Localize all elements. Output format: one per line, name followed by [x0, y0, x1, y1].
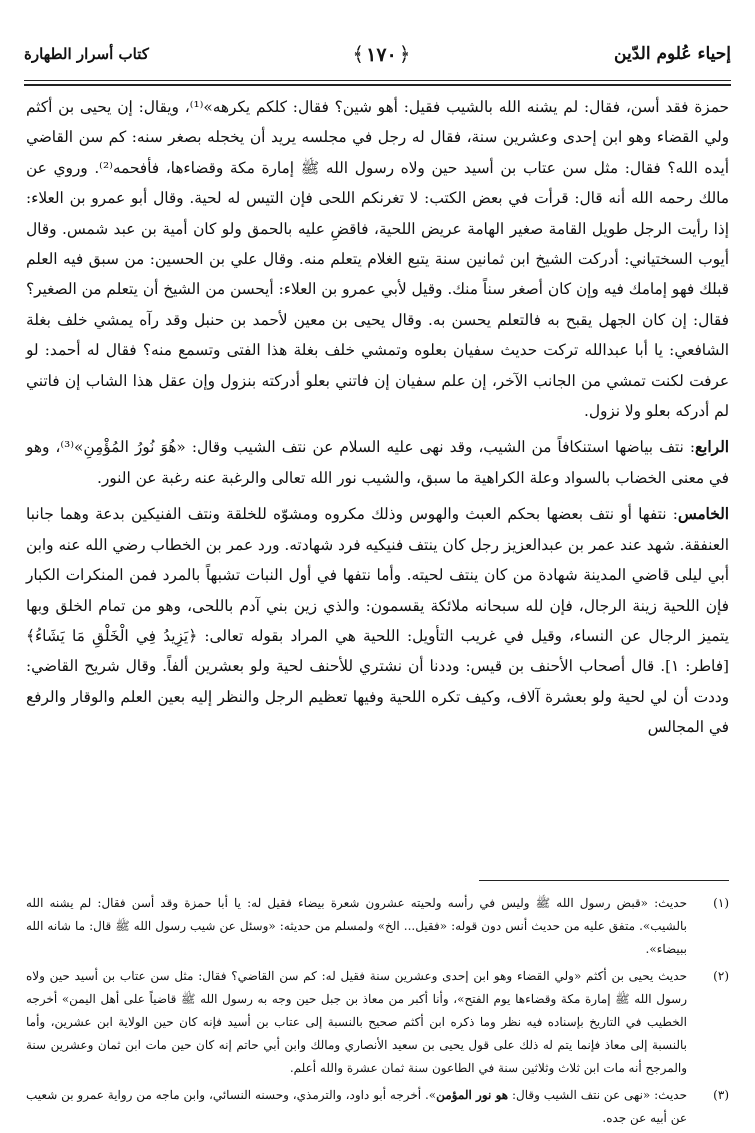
page-number-value: ١٧٠: [366, 44, 397, 66]
footnote-text: [26, 1084, 687, 1130]
footnote-separator: [479, 880, 729, 881]
footnote-number: (٣): [713, 1087, 729, 1102]
main-text: [26, 92, 729, 743]
ornament-right-icon: ﴾: [352, 42, 365, 66]
footnote-text-end: ». أخرجه أبو داود، والترمذي، وحسنه النسائي، وابن ماجه من رواية عمرو بن شعيب عن أبيه عن جده.: [26, 1087, 687, 1125]
footnote-text: حديث: «قبض رسول الله ﷺ وليس في رأسه ولحيته عشرون شعرة بيضاء فقيل له: يا أبا حمزة وقد أسن فقال: لم يشنه الله بالشيب». متفق عليه من حديث أنس دون قوله: «فقيل... الخ» ولمسلم من حديثه: «وسئل عن شيب رسول الله ﷺ قال: ما شانه الله ببيضاء».: [26, 896, 687, 957]
section-label-4: الرابع: [695, 438, 729, 457]
footnote-text-start: حديث: «نهى عن نتف الشيب وقال:: [508, 1087, 687, 1102]
page-number: [350, 42, 412, 66]
chapter-title: كتاب أسرار الطهارة: [24, 45, 149, 63]
book-title: إحياء عُلوم الدّين: [614, 44, 731, 64]
header-rule-thick: [24, 84, 731, 86]
footnote-text: حديث يحيى بن أكثم «ولي القضاء وهو ابن إحدى وعشرين سنة فقيل له: كم سن القاضي؟ فقال: مثل سن عتاب بن أسيد حين ولاه رسول الله ﷺ إمارة مكة وقضاءها يوم الفتح»، وأنا أكبر من معاذ بن جبل حين وجه به رسول الله ﷺ قاضياً على أهل اليمن» أخرجه الخطيب في التاريخ بإسناده فيه نظر وما ذكره ابن أكثم صحيح بالنسبة إلى عتاب بن أسيد فإنه كان حين الولاية ابن عشرين، وأما بالنسبة إلى معاذ فإنما يتم له ذلك على قول يحيى بن سعيد الأنصاري ومالك وابن أبي حاتم إنه كان حين مات ابن ثمان وعشرين سنة والمرجح أنه مات ابن ثلاث وثلاثين سنة في الطاعون سنة ثمان عشرة والله أعلم.: [26, 968, 687, 1076]
section-label-5: الخامس: [677, 505, 729, 524]
paragraph-2: [26, 432, 729, 493]
paragraph-3: [26, 499, 729, 742]
footnote-bold-quote: هو نور المؤمن: [436, 1087, 509, 1102]
paragraph-2-text: : نتف بياضها استنكافاً من الشيب، وقد نهى عليه السلام عن نتف الشيب وقال: «هُوَ نُورُ المُؤْمِنِ»⁽³⁾، وهو في معنى الخضاب بالسواد وعلة الكراهية ما سبق، والشيب نور الله تعالى والرغبة عنه رغبة عن النور.: [26, 438, 729, 487]
footnotes: [26, 892, 729, 1133]
footnote-1: [26, 892, 729, 962]
paragraph-1: حمزة فقد أسن، فقال: لم يشنه الله بالشيب فقيل: أهو شين؟ فقال: كلكم يكرهه»⁽¹⁾، ويقال: إن يحيى بن أكثم ولي القضاء وهو ابن إحدى وعشرين سنة، فقال له رجل في مجلسه يريد أن يخجله بصغر سنه: كم سن القاضي أيده الله؟ فقال: مثل سن عتاب بن أسيد حين ولاه رسول الله ﷺ إمارة مكة وقضاءها، فأفحمه⁽²⁾. وروي عن مالك رحمه الله أنه قال: قرأت في بعض الكتب: لا تغرنكم اللحى فإن التيس له لحية. وقال أبو عمرو بن العلاء: إذا رأيت الرجل طويل القامة صغير الهامة عريض اللحية، فاقضِ عليه بالحمق ولو كان أمية بن عبد شمس. وقال أيوب السختياني: أدركت الشيخ ابن ثمانين سنة يتبع الغلام يتعلم منه. وقال علي بن الحسين: من سبق فيه العلم قبلك فهو إمامك فيه وإن كان أصغر سناً منك. وقيل لأبي عمرو بن العلاء: أيحسن من الشيخ أن يتعلم من الصغير؟ فقال: إن كان الجهل يقبح به فالتعلم يحسن به. وقال يحيى بن معين لأحمد بن حنبل وقد رآه يمشي خلف بغلة الشافعي: يا أبا عبدالله تركت حديث سفيان بعلوه وتمشي خلف بغلة هذا الفتى وتسمع منه؟ فقال له أحمد: لو عرفت لكنت تمشي من الجانب الآخر، إن علم سفيان إن فاتني بعلو أدركته بنزول وإن عقل هذا الشاب إن فاتني لم أدركه بعلو ولا نزول.: [26, 98, 730, 421]
footnote-number: (١): [713, 896, 729, 910]
footnote-number: (٢): [713, 968, 729, 983]
ornament-left-icon: ﴿: [398, 42, 411, 66]
footnote-3: [26, 1084, 729, 1130]
header-rule: [24, 80, 731, 81]
page-header: [24, 34, 731, 74]
footnote-2: [26, 965, 729, 1081]
paragraph-3-text: : نتفها أو نتف بعضها بحكم العبث والهوس وذلك مكروه ومشوّه للخلقة ونتف الفنيكين بدعة وهما جانبا العنفقة. شهد عند عمر بن عبدالعزيز رجل كان ينتف فنيكيه فرد شهادته. ورد عمر بن الخطاب رضي الله عنه وابن أبي ليلى قاضي المدينة شهادة من كان ينتف لحيته. وأما نتفها في أول النبات تشبهاً بالمرد فمن المنكرات الكبار فإن اللحية زينة الرجال، فإن لله سبحانه ملائكة يقسمون: والذي زين بني آدم باللحى، وهو من تمام الخلق وبها يتميز الرجال عن النساء، وقيل في غريب التأويل: اللحية هي المراد بقوله تعالى: ﴿يَزِيدُ فِي الْخَلْقِ مَا يَشَاءُ﴾ [فاطر: ١]. قال أصحاب الأحنف بن قيس: وددنا أن نشتري للأحنف لحية ولو بعشرين ألفاً. وقال شريح القاضي: وددت أن لي لحية ولو بعشرة آلاف، وكيف تكره اللحية وفيها تعظيم الرجل والنظر إليه بعين العلم والوقار والرفع في المجالس: [26, 505, 729, 737]
